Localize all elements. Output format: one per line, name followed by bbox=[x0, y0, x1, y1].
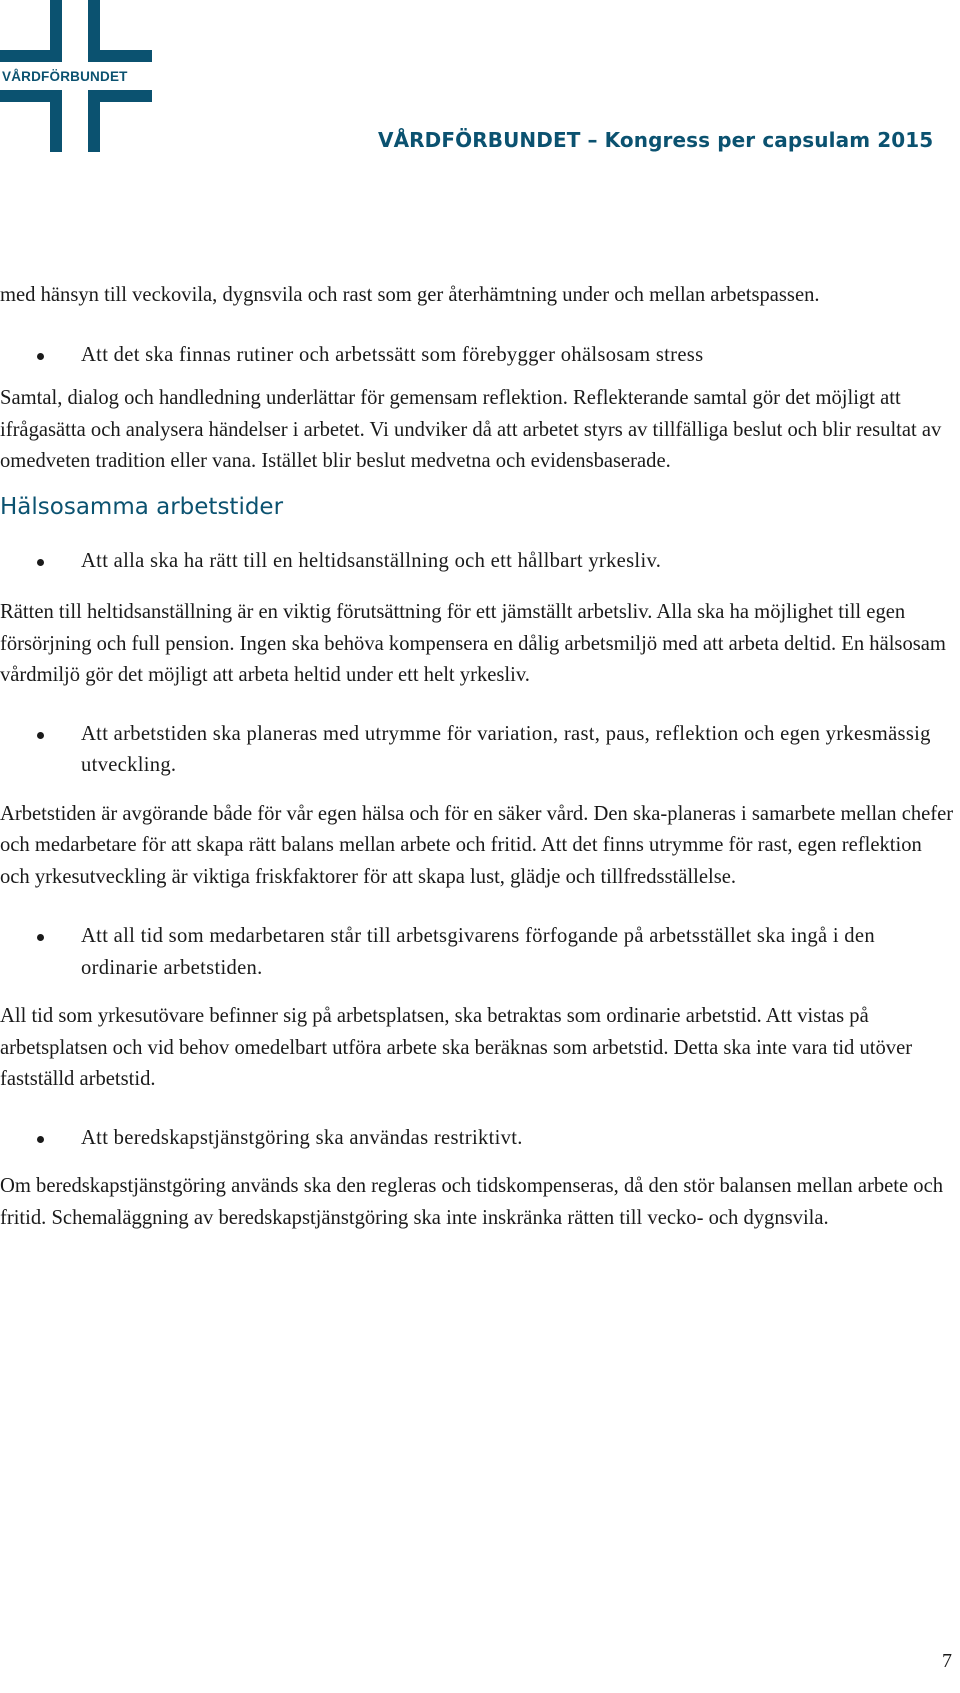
cross-logo-icon bbox=[0, 0, 152, 152]
paragraph: Om beredskapstjänstgöring används ska den regleras och tidskompenseras, då den stör balansen mellan arbete och fritid. Schemaläggning av beredskapstjänstgöring ska inte inskränka rätten till vecko- och dygnsvila. bbox=[0, 1175, 944, 1229]
logo-text: VÅRDFÖRBUNDET bbox=[2, 69, 128, 84]
bullet-icon bbox=[37, 353, 44, 360]
bullet-text: Att all tid som medarbetaren står till arbetsgivarens förfogande på arbetsstället ska ingå i den ordinarie arbetstiden. bbox=[81, 925, 875, 979]
document-header-title: VÅRDFÖRBUNDET – Kongress per capsulam 2015 bbox=[378, 128, 934, 152]
bullet-icon bbox=[37, 934, 44, 941]
paragraph: Arbetstiden är avgörande både för vår egen hälsa och för en säker vård. Den ska-planeras i samarbete mellan chefer och medarbetare för att skapa rätt balans mellan arbete och fritid. Att det finns utrymme för rast, egen reflektion och yrkesutveckling är viktiga friskfaktorer för att skapa lust, glädje och tillfredsställelse. bbox=[0, 802, 954, 888]
bullet-icon bbox=[37, 732, 44, 739]
bullet-item bbox=[0, 1123, 954, 1155]
paragraph: Samtal, dialog och handledning underlättar för gemensam reflektion. Reflekterande samtal gör det möjligt att ifrågasätta och analysera händelser i arbetet. Vi undviker då att arbetet styrs av tillfälliga beslut och blir resultat av omedveten tradition eller vana. Istället blir beslut medvetna och evidensbaserade. bbox=[0, 387, 942, 472]
bullet-text: Att arbetstiden ska planeras med utrymme för variation, rast, paus, reflektion och egen yrkesmässig utveckling. bbox=[81, 722, 931, 776]
vardforbundet-logo bbox=[0, 0, 152, 152]
bullet-text: Att alla ska ha rätt till en heltidsanställning och ett hållbart yrkesliv. bbox=[81, 549, 662, 572]
page-number: 7 bbox=[942, 1650, 952, 1672]
paragraph: med hänsyn till veckovila, dygnsvila och rast som ger återhämtning under och mellan arbetspassen. bbox=[0, 284, 820, 306]
bullet-item bbox=[0, 546, 954, 578]
section-heading: Hälsosamma arbetstider bbox=[0, 493, 284, 520]
paragraph: Rätten till heltidsanställning är en viktig förutsättning för ett jämställt arbetsliv. Alla ska ha möjlighet till egen försörjning och full pension. Ingen ska behöva kompensera en dålig arbetsmiljö med att arbeta deltid. En hälsosam vårdmiljö gör det möjligt att arbeta heltid under ett helt yrkesliv. bbox=[0, 601, 946, 686]
bullet-item bbox=[0, 340, 954, 372]
document-body bbox=[0, 280, 954, 1234]
bullet-icon bbox=[37, 1136, 44, 1143]
bullet-text: Att det ska finnas rutiner och arbetssätt som förebygger ohälsosam stress bbox=[81, 343, 704, 366]
bullet-icon bbox=[37, 559, 44, 566]
bullet-text: Att beredskapstjänstgöring ska användas restriktivt. bbox=[81, 1126, 523, 1149]
paragraph: All tid som yrkesutövare befinner sig på arbetsplatsen, ska betraktas som ordinarie arbetstid. Att vistas på arbetsplatsen och vid behov omedelbart utföra arbete ska beräknas som arbetstid. Detta ska inte vara tid utöver fastställd arbetstid. bbox=[0, 1005, 913, 1090]
bullet-item bbox=[0, 719, 954, 782]
bullet-item bbox=[0, 921, 954, 984]
